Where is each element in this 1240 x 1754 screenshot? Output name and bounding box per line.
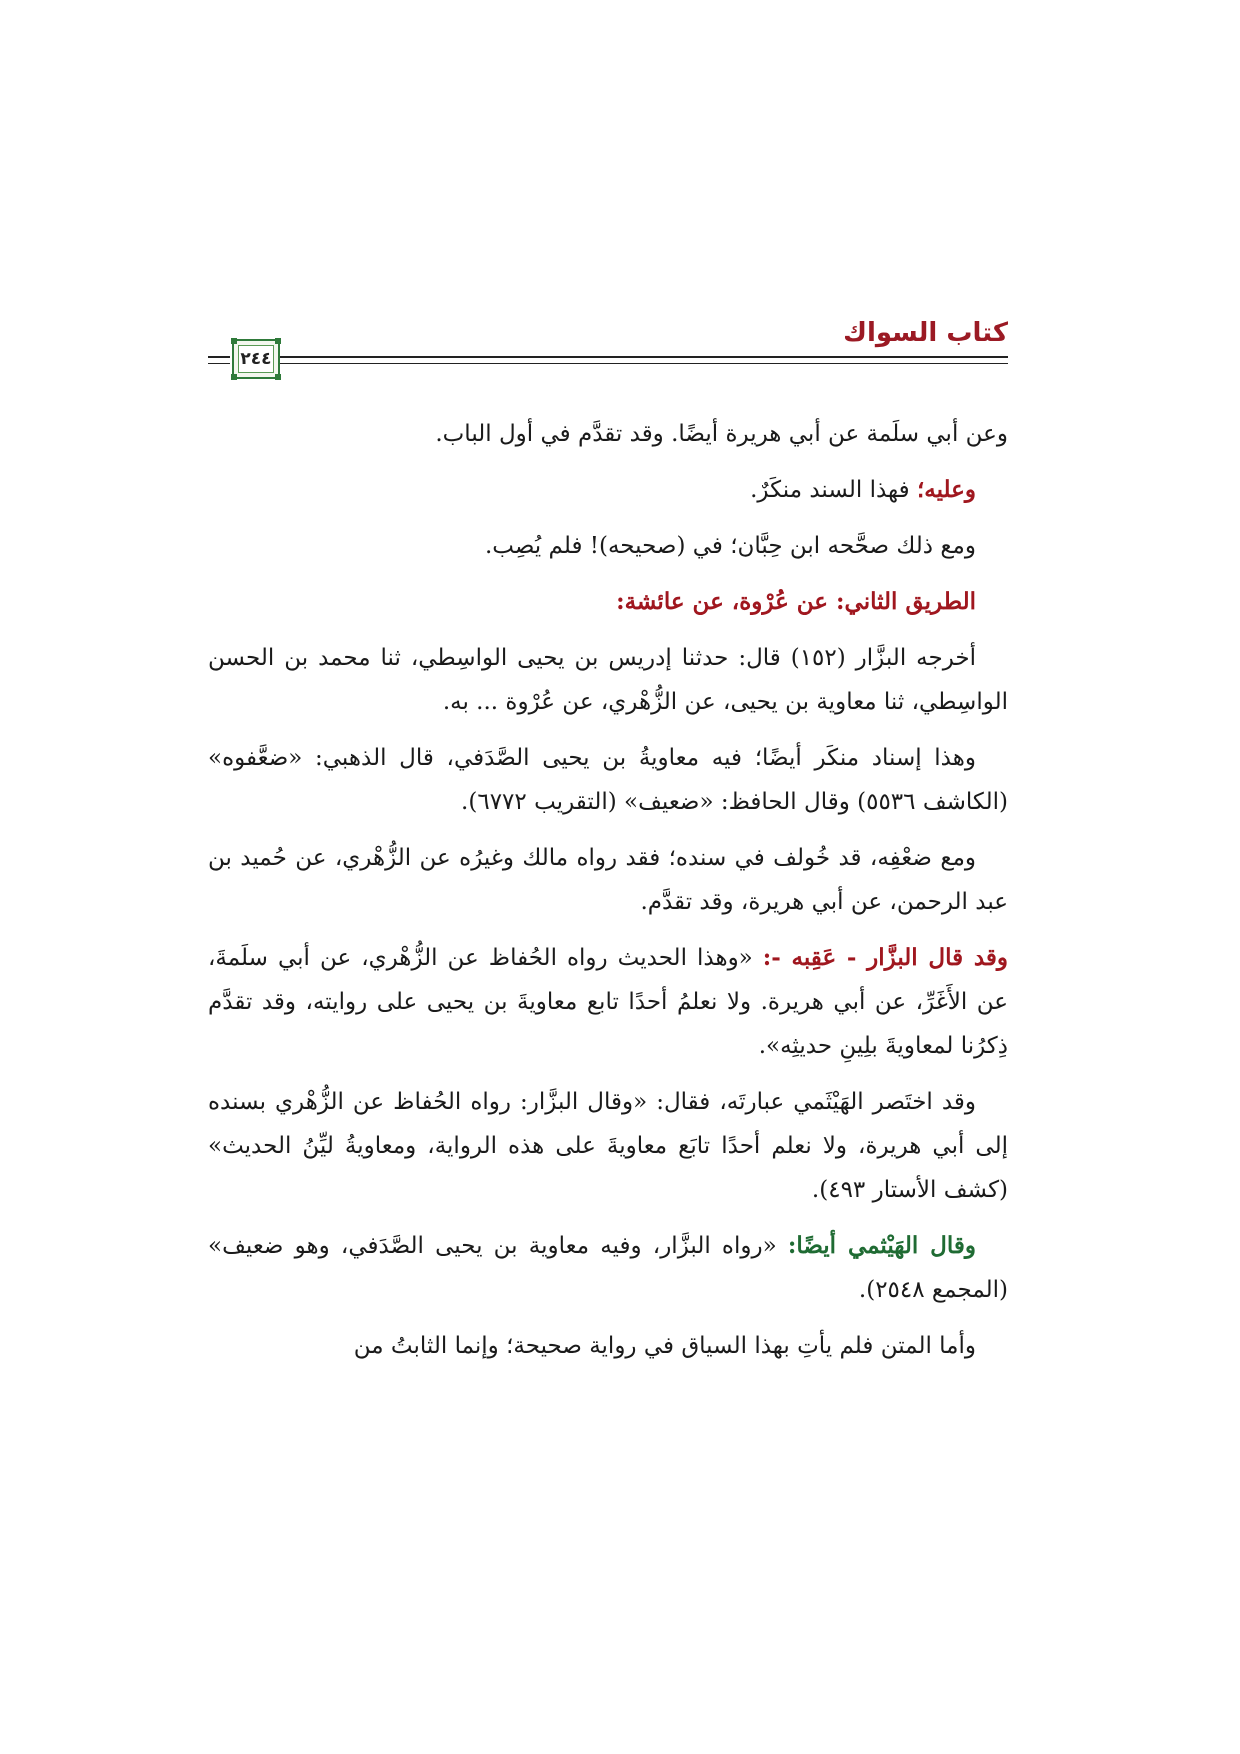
book-title: كتاب السواك [843,318,1008,348]
paragraph-lead: وقال الهَيْثمي أيضًا: [787,1232,976,1259]
paragraph-text: وأما المتن فلم يأتِ بهذا السياق في رواية صحيحة؛ وإنما الثابتُ من [353,1333,976,1359]
paragraph-text: ومع ضعْفِه، قد خُولف في سنده؛ فقد رواه مالك وغيرُه عن الزُّهْري، عن حُميد بن عبد الرحمن، عن أبي هريرة، وقد تقدَّم. [208,845,1008,915]
header-rule [208,356,230,358]
paragraph [208,524,1008,568]
page-body [208,412,1008,1380]
paragraph-text: وهذا إسناد منكَر أيضًا؛ فيه معاويةُ بن يحيى الصَّدَفي، قال الذهبي: «ضعَّفوه» (الكاشف ٥٥٣٦) وقال الحافظ: «ضعيف» (التقريب ٦٧٧٢). [208,745,1008,815]
paragraph [208,936,1008,1068]
paragraph [208,636,1008,724]
header-rule [264,356,1008,358]
page-header [208,318,1008,388]
page-number-badge [232,339,280,379]
paragraph [208,412,1008,456]
paragraph [208,736,1008,824]
section-heading-text: الطريق الثاني: عن عُرْوة، عن عائشة: [616,588,976,615]
paragraph-lead: وعليه؛ [916,476,976,503]
paragraph-text: ومع ذلك صحَّحه ابن حِبَّان؛ في (صحيحه)! فلم يُصِب. [484,533,976,559]
section-heading [208,580,1008,624]
paragraph [208,1324,1008,1368]
paragraph-text: فهذا السند منكَرٌ. [750,477,917,503]
paragraph-text: وعن أبي سلَمة عن أبي هريرة أيضًا. وقد تقدَّم في أول الباب. [435,421,1008,447]
page-number: ٢٤٤ [238,345,274,373]
paragraph-text: وقد اختَصر الهَيْثَمي عبارتَه، فقال: «وقال البزَّار: رواه الحُفاظ عن الزُّهْري بسنده إلى أبي هريرة، ولا نعلم أحدًا تابَع معاويةَ على هذه الرواية، ومعاويةُ ليِّنُ الحديث» (كشف الأستار ٤٩٣). [208,1089,1008,1203]
paragraph [208,1080,1008,1212]
paragraph-text: «وهذا الحديث رواه الحُفاظ عن الزُّهْري، عن أبي سلَمةَ، عن الأَغَرِّ، عن أبي هريرة. ولا نعلمُ أحدًا تابع معاويةَ بن يحيى على روايته، وقد تقدَّم ذِكرُنا لمعاويةَ بلِينِ حديثِه». [208,945,1008,1059]
header-rule [264,363,1008,364]
paragraph [208,1224,1008,1312]
paragraph [208,836,1008,924]
paragraph-lead: وقد قال البزَّار - عَقِبه -: [762,944,1008,971]
paragraph-text: أخرجه البزَّار (١٥٢) قال: حدثنا إدريس بن يحيى الواسِطي، ثنا محمد بن الحسن الواسِطي، ثنا معاوية بن يحيى، عن الزُّهْري، عن عُرْوة ... به. [208,645,1008,715]
paragraph [208,468,1008,512]
header-rule [208,363,230,364]
paragraph-text: «رواه البزَّار، وفيه معاوية بن يحيى الصَّدَفي، وهو ضعيف» (المجمع ٢٥٤٨). [208,1233,1008,1303]
